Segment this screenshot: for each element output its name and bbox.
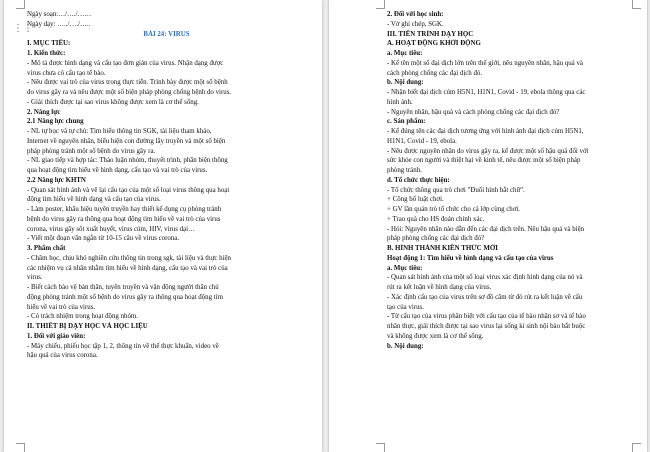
section-heading: A. HOẠT ĐỘNG KHỞI ĐỘNG [387, 40, 481, 48]
text-line: - Kể tên một số đại dịch lớn trên thế giới, nêu nguyên nhân, hậu quả và [387, 59, 583, 67]
text-line: - Chăm học, chịu khó nghiên cứu thông tin trong sgk, tài liệu và thực hiện [27, 254, 232, 262]
section-heading: b. Nội dung: [387, 342, 424, 350]
text-line: tạo của virus. [387, 303, 424, 311]
document-page-right [329, 0, 647, 452]
text-line: - Có trách nhiệm trong hoạt động nhóm. [27, 313, 138, 321]
text-line: phòng tránh. [387, 167, 422, 174]
text-line: - NL tự học và tự chủ: Tìm hiểu thông tin SGK, tài liệu tham khảo, [27, 128, 212, 135]
text-line: - Nêu được vai trò của virus trong thực tiễn. Trình bày được một số bệnh [27, 79, 228, 87]
text-line: + Trao quà cho HS đoán chính xác. [387, 215, 485, 223]
text-line: - Nhận biết đại dịch cúm H5N1, H1N1, Covid - 19, ebola thông qua các [387, 89, 586, 96]
text-line: - Hỏi: Nguyên nhân nào dẫn đến các đại dịch trên. Nêu hậu quả và biện [387, 225, 585, 233]
text-line: - Giải thích được tại sao virus không được xem là cơ thể sống. [27, 98, 199, 106]
section-heading: 2. Năng lực [27, 108, 61, 116]
text-line: - Xác định cấu tạo của virus trên sơ đồ câm từ đó rút ra kết luận về cấu [387, 293, 583, 301]
text-line: nhân thực, giải thích được tại sao virus lại sống kí sinh nội bào bắt buộc [387, 323, 586, 330]
page-left-text[interactable] [27, 10, 306, 361]
section-heading: b. Nội dung: [387, 79, 424, 87]
text-line: - Vở ghi chép, SGK. [387, 20, 444, 28]
text-line: hình ảnh. [387, 98, 413, 106]
crop-mark-top-left [16, 0, 25, 9]
crop-mark-bottom-left [16, 443, 25, 452]
text-line: - Quan sát hình ảnh và vẽ lại cấu tạo của một số loại virus thông qua hoạt [27, 186, 230, 194]
text-line: + GV lần quản trò tổ chức cho cả lớp cùng chơi. [387, 206, 521, 213]
document-page-left [4, 0, 322, 452]
text-line: - Kể đúng tên các đại dịch tương ứng với hình ảnh đại dịch cúm H5N1, [387, 128, 584, 135]
text-line: - Nêu được nguyên nhân do virus gây ra, kể được một số hậu quả đối với [387, 147, 589, 155]
text-line: bệnh do virus gây ra thông qua hoạt động tìm hiểu về vai trò của virus [27, 215, 221, 223]
text-line: Internet về nguyên nhân, biểu hiện con đường lây truyền và một số biện [27, 137, 226, 145]
section-heading: 2. Đối với học sinh: [387, 11, 444, 18]
text-line: - Mô tả được hình dạng và cấu tạo đơn giản của virus. Nhận dạng được [27, 59, 224, 67]
text-line: - Nguyên nhân, hậu quả và cách phòng chống các đại dịch đó? [387, 108, 560, 116]
text-line: các nhiệm vụ cá nhân nhằm tìm hiểu về hình dạng, cấu tạo và vai trò của [27, 264, 228, 272]
section-heading: II. THIẾT BỊ DẠY HỌC VÀ HỌC LIỆU [27, 323, 148, 330]
text-line: - Biết cách bảo vệ bản thân, tuyên truyền và vận động người thân chủ [27, 284, 219, 291]
crop-mark-bottom-left [376, 443, 385, 452]
text-line: sức khỏe con người và thiệt hại về kinh tế, nêu được một số biện pháp [387, 157, 581, 165]
text-line: rút ra kết luận về hình dạng của virus. [387, 284, 492, 291]
lesson-title: BÀI 24: VIRUS [143, 30, 190, 38]
text-line: động phòng tránh một số bệnh do virus gây ra thông qua hoạt động tìm [27, 293, 223, 301]
section-heading: 2.2 Năng lực KHTN [27, 176, 86, 184]
text-line: - Máy chiếu, phiếu học tập 1, 2, thông tin về thế thực khuẩn, video về [27, 342, 219, 350]
section-heading: 1. Đối với giáo viên: [27, 332, 86, 340]
text-line: virus. [27, 274, 43, 282]
text-line: - NL giao tiếp và hợp tác: Thảo luận nhóm, thuyết trình, phân biện thông [27, 157, 228, 165]
text-line: qua hoạt động tìm hiểu về hình dạng, cấu tạo và vai trò của virus. [27, 167, 208, 174]
text-line: hậu quả của virus corona. [27, 352, 98, 360]
text-line: do virus gây ra và nêu được một số biện pháp phòng chống bệnh do virus. [27, 89, 232, 96]
section-heading: a. Mục tiêu: [387, 264, 423, 272]
section-heading: B. HÌNH THÀNH KIẾN THỨC MỚI [387, 245, 498, 252]
text-line: pháp phòng tránh một số bệnh do virus gây ra. [27, 147, 156, 155]
crop-mark-top-right [632, 0, 641, 9]
text-line: - Từ cấu tạo của virus phân biệt với cấu tạo của tế bào nhân sơ và tế bào [387, 313, 586, 321]
section-heading: a. Mục tiêu: [387, 50, 423, 57]
text-line: - Làm poster, khẩu hiệu tuyên truyền hay thiết kế dụng cụ phòng tránh [27, 206, 222, 213]
text-line: pháp phòng chống các đại dịch đó? [387, 235, 485, 243]
text-line: hiểu về vai trò của virus. [27, 303, 96, 311]
section-heading: I. MỤC TIÊU: [27, 40, 71, 48]
text-line: - Tổ chức thông qua trò chơi "Đuổi hình bắt chữ". [387, 186, 525, 194]
section-heading: c. Sản phẩm: [387, 118, 426, 126]
text-line: virus chưa có cấu tạo tế bào. [27, 69, 106, 77]
section-heading: d. Tổ chức thực hiện: [387, 176, 450, 184]
text-line: Ngày dạy: …../…./….. [27, 20, 91, 28]
text-line: - Quan sát hình ảnh của một số loại virus xác định hình dạng của nó và [387, 274, 583, 282]
section-heading: III. TIẾN TRÌNH DẠY HỌC [387, 30, 474, 38]
text-line: + Công bố luật chơi. [387, 196, 444, 204]
text-line: cách phòng chống các đại dịch đó. [387, 69, 483, 77]
text-line: H1N1, Covid - 19, ebola. [387, 137, 457, 145]
text-line: corona, virus gây sốt xuất huyết, virus cúm, HIV, virus dại… [27, 225, 195, 233]
page-right-text[interactable] [387, 10, 635, 351]
section-heading: Hoạt động 1: Tìm hiểu về hình dạng và cấu tạo của virus [387, 254, 554, 262]
text-line: Ngày soạn:…/…./…… [27, 11, 92, 18]
text-line: và không được xem là cơ thể sống. [387, 332, 484, 340]
section-heading: 1. Kiến thức: [27, 50, 66, 57]
text-line: động tìm hiểu về hình dạng và cấu tạo của virus. [27, 196, 161, 204]
section-heading: 2.1 Năng lực chung [27, 118, 84, 126]
crop-mark-bottom-right [632, 443, 641, 452]
section-heading: 3. Phẩm chất [27, 245, 66, 252]
drag-handle-icon[interactable]: ⋮⋮ [13, 23, 33, 34]
text-line: - Viết một đoạn văn ngắn từ 10-15 câu về virus corona. [27, 235, 180, 243]
crop-mark-top-left [376, 0, 385, 9]
